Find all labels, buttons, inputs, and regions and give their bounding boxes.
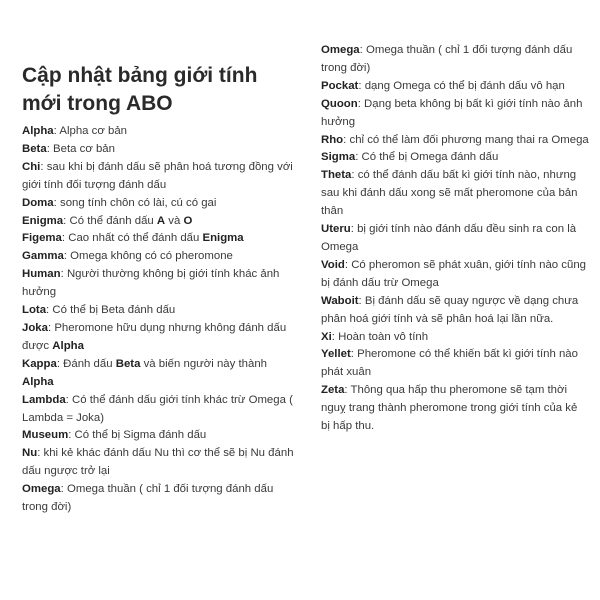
entry-description: sau khi bị đánh dấu sẽ phân hoá tương đồng với giới tính đối tượng đánh dấu <box>22 160 293 191</box>
entry-description: Cao nhất có thể đánh dấu <box>68 232 203 245</box>
entry-description: Pheromone có thể khiến bất kì giới tính nào phát xuân <box>321 348 578 379</box>
entry-highlight: Alpha <box>22 375 54 388</box>
entry-term: Lambda <box>22 393 66 406</box>
entry-term: Human <box>22 268 61 281</box>
entry-separator: : <box>357 97 365 110</box>
entry-separator: : <box>331 330 339 343</box>
entry-term: Pockat <box>321 79 359 92</box>
glossary-entry <box>22 392 300 428</box>
entry-separator: : <box>355 151 362 164</box>
entry-separator: : <box>46 142 54 155</box>
entry-description: Có thể bị Omega đánh dấu <box>361 151 499 164</box>
entry-separator: : <box>47 321 55 334</box>
entry-description: Dạng beta không bị bất kì giới tính nào ảnh hưởng <box>321 97 583 128</box>
entry-term: Nu <box>22 447 38 460</box>
entry-description: Có thể đánh dấu giới tính khác trừ Omega ( Lambda = Joka) <box>22 393 293 424</box>
glossary-entry <box>22 213 300 231</box>
glossary-entry <box>321 221 589 257</box>
entry-term: Xi <box>321 330 332 343</box>
entry-term: Omega <box>22 483 61 496</box>
entry-separator: : <box>61 232 69 245</box>
glossary-entry <box>321 149 589 167</box>
entry-description: song tính chôn có lài, cú có gai <box>60 196 217 209</box>
glossary-entry <box>22 195 300 213</box>
entry-term: Rho <box>321 133 344 146</box>
entry-term: Gamma <box>22 250 64 263</box>
glossary-entry <box>321 42 589 78</box>
entry-separator: : <box>344 258 352 271</box>
entry-separator: : <box>359 44 366 56</box>
entry-description: bị giới tính nào đánh dấu đều sinh ra con là Omega <box>321 223 577 253</box>
entry-description: Đánh dấu <box>63 357 116 370</box>
glossary-entry <box>321 96 589 132</box>
entry-description: Beta cơ bản <box>53 142 115 155</box>
entry-separator: : <box>53 125 60 137</box>
entry-description: Người thường không bị giới tính khác ảnh hưởng <box>22 268 280 299</box>
entry-description: Bị đánh dấu sẽ quay ngược về dạng chưa phân hoá giới tính và sẽ phân hoá lại lần nữa. <box>321 294 579 325</box>
entry-term: Void <box>321 258 345 271</box>
right-column <box>321 42 589 436</box>
entry-separator: : <box>65 393 73 406</box>
glossary-entry <box>22 230 300 248</box>
glossary-entry <box>321 346 589 382</box>
entry-separator: : <box>53 196 60 209</box>
entry-highlight: Beta <box>115 357 141 370</box>
entry-separator: : <box>358 294 365 307</box>
entry-term: Omega <box>321 44 360 56</box>
glossary-entry <box>22 427 300 445</box>
entry-term: Quoon <box>321 97 358 110</box>
entry-separator: : <box>60 268 67 281</box>
entry-separator: : <box>350 348 358 361</box>
glossary-entry <box>22 123 300 141</box>
entry-description: Hoàn toàn vô tính <box>338 330 429 343</box>
page-title: Cập nhật bảng giới tính mới trong ABO <box>22 64 258 115</box>
entry-description: có thể đánh dấu bất kì giới tính nào, nhưng sau khi đánh dấu xong sẽ mất pheromone của bản thân <box>321 169 578 218</box>
entry-description: Thông qua hấp thu pheromone sẽ tạm thời nguỵ trang thành pheromone trong giới tính của kẻ bị hấp thu. <box>321 384 578 433</box>
entry-term: Kappa <box>22 357 57 370</box>
entry-separator: : <box>63 214 70 227</box>
entry-term: Zeta <box>321 384 345 397</box>
glossary-entry <box>321 293 589 329</box>
entry-description: Có thể bị Beta đánh dấu <box>52 304 176 317</box>
entry-term: Figema <box>22 232 62 245</box>
entry-description: chỉ có thể làm đối phương mang thai ra Omega <box>349 133 589 146</box>
entry-separator: : <box>351 169 358 182</box>
glossary-entry <box>321 167 589 221</box>
entry-separator: : <box>350 223 358 236</box>
entry-highlight: O <box>183 214 193 227</box>
glossary-entry <box>321 257 589 293</box>
entry-term: Yellet <box>321 348 351 361</box>
entry-term: Doma <box>22 196 54 209</box>
entry-separator: : <box>46 304 53 317</box>
entry-description: Có pheromon sẽ phát xuân, giới tính nào cũng bị đánh dấu trừ Omega <box>321 258 586 289</box>
entry-separator: : <box>37 447 44 460</box>
entry-separator: : <box>358 79 365 92</box>
entry-term: Lota <box>22 304 47 317</box>
entry-description: và biến người này thành <box>140 357 267 370</box>
entry-term: Theta <box>321 169 352 182</box>
glossary-entry <box>22 320 300 356</box>
glossary-entry <box>22 356 300 392</box>
entry-separator: : <box>40 160 47 173</box>
entry-description: Omega không có có pheromone <box>70 250 233 263</box>
entry-term: Uteru <box>321 223 351 236</box>
entry-separator: : <box>68 429 75 442</box>
glossary-entry <box>22 159 300 195</box>
entry-separator: : <box>63 250 71 263</box>
entry-highlight: A <box>156 214 166 227</box>
entry-description: khi kẻ khác đánh dấu Nu thì cơ thể sẽ bị Nu đánh dấu ngược trở lại <box>22 447 294 478</box>
entry-description: và <box>165 214 184 227</box>
entry-description: Có thể đánh dấu <box>69 214 157 227</box>
entry-term: Sigma <box>321 151 356 164</box>
entry-highlight: Enigma <box>202 232 244 245</box>
glossary-entry <box>22 481 300 517</box>
glossary-entry <box>321 132 589 150</box>
entry-description: Omega thuần ( chỉ 1 đối tượng đánh dấu trong đời) <box>22 483 274 514</box>
glossary-entry <box>22 302 300 320</box>
entry-description: Pheromone hữu dụng nhưng không đánh dấu được <box>22 321 287 352</box>
entry-description: dạng Omega có thể bị đánh dấu vô hạn <box>364 79 565 92</box>
glossary-entry <box>321 78 589 96</box>
glossary-entry <box>22 266 300 302</box>
entry-term: Beta <box>22 142 47 155</box>
glossary-entry <box>22 141 300 159</box>
entry-separator: : <box>60 483 67 496</box>
entry-term: Waboit <box>321 294 359 307</box>
glossary-entry <box>22 445 300 481</box>
entry-description: Có thể bị Sigma đánh dấu <box>74 429 207 442</box>
entry-separator: : <box>343 133 350 146</box>
entry-term: Museum <box>22 429 69 442</box>
entry-separator: : <box>56 357 64 370</box>
glossary-entry <box>321 329 589 347</box>
entry-highlight: Alpha <box>52 339 84 352</box>
entry-term: Alpha <box>22 125 54 137</box>
glossary-entry <box>321 382 589 436</box>
entry-description: Alpha cơ bản <box>59 125 127 137</box>
entry-separator: : <box>344 384 351 397</box>
entry-term: Joka <box>22 321 48 334</box>
left-column <box>22 123 300 517</box>
entry-term: Enigma <box>22 214 64 227</box>
glossary-entry <box>22 248 300 266</box>
entry-description: Omega thuần ( chỉ 1 đối tượng đánh dấu trong đời) <box>321 44 573 74</box>
entry-term: Chi <box>22 160 41 173</box>
